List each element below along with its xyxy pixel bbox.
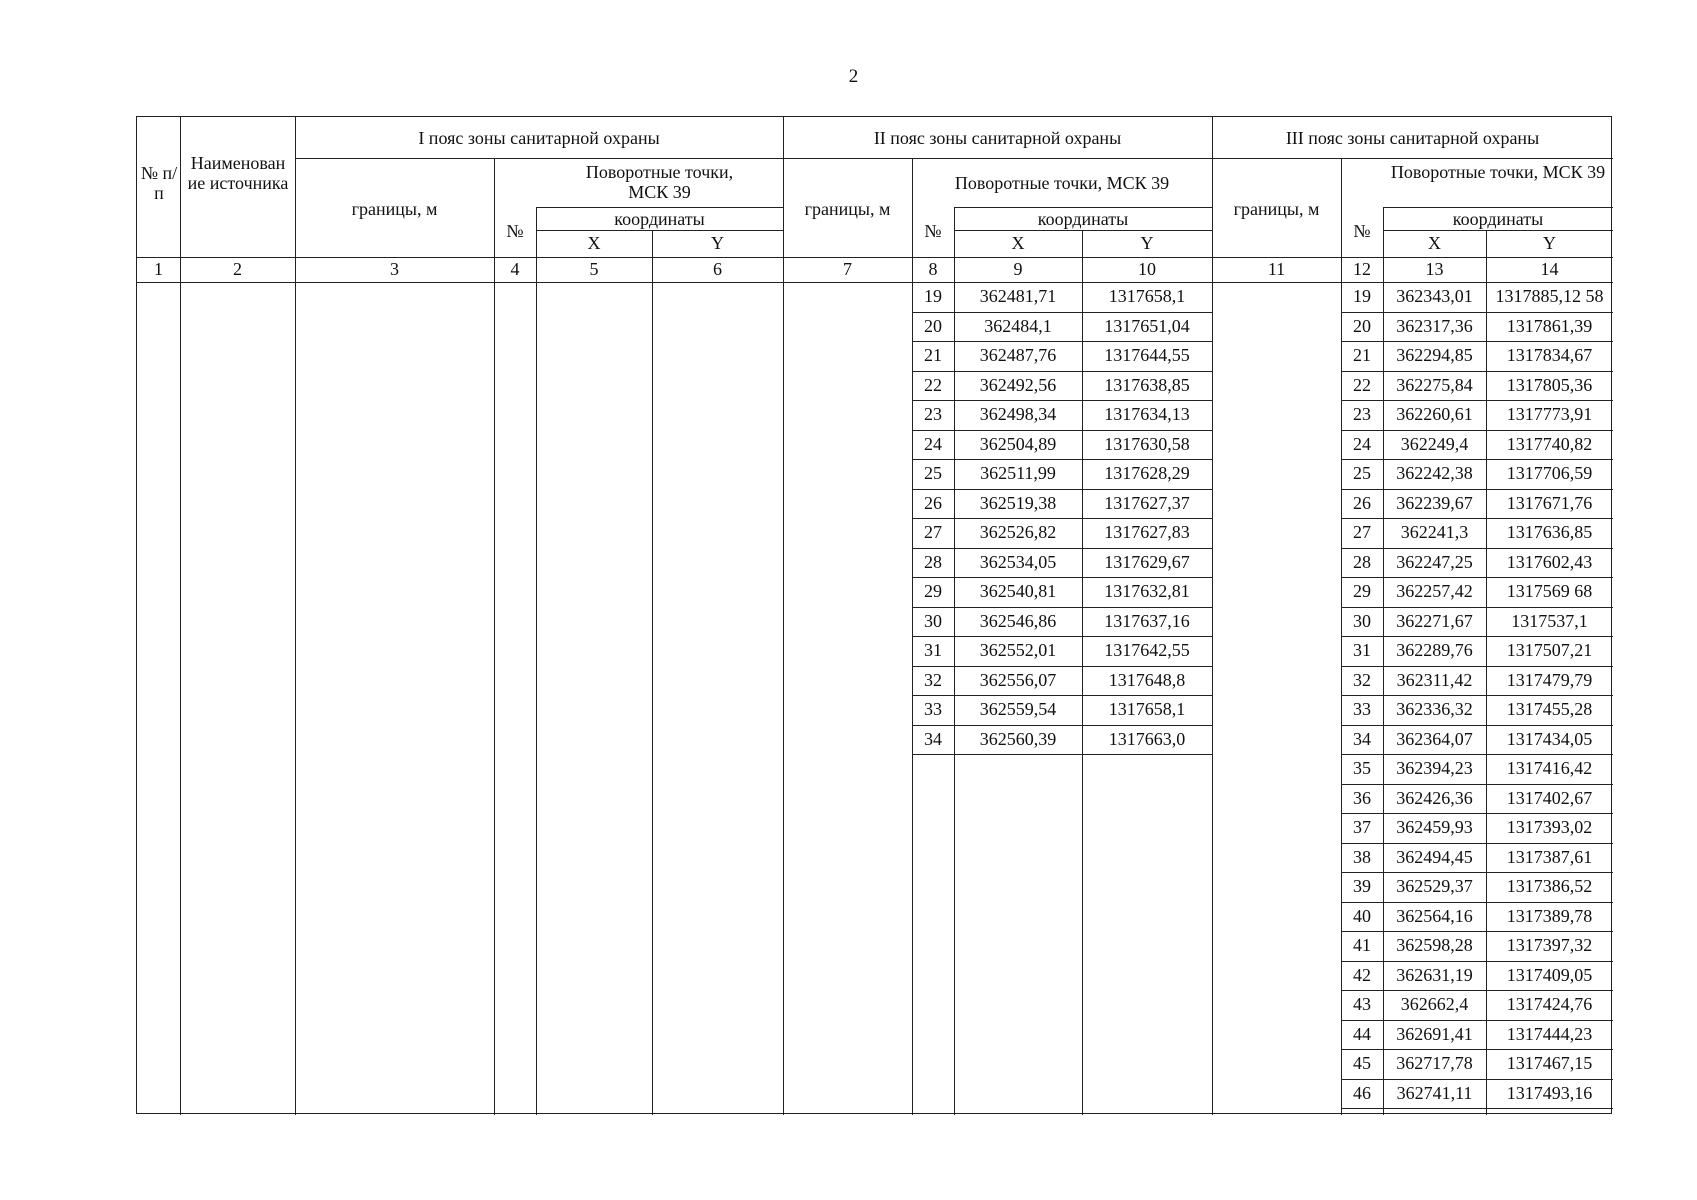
point-y: 1317651,04 [1104,315,1190,336]
column-number: 7 [843,259,852,279]
point-number: 42 [1353,964,1371,985]
header-zone1-turning-points: Поворотные точки, МСК 39 [585,162,734,202]
point-number: 43 [1353,994,1371,1014]
grid-line [652,230,653,1115]
point-x: 362260,61 [1396,404,1473,424]
point-number: 29 [924,581,942,601]
grid-line [1383,207,1613,208]
point-y: 1317409,05 [1506,964,1593,985]
point-y: 1317467,15 [1506,1053,1593,1073]
point-x: 362484,1 [984,315,1052,336]
column-number: 10 [1138,259,1156,279]
header-zone1-x: X [587,233,601,253]
point-y: 1317434,05 [1506,728,1593,749]
header-zone2-x: X [1011,233,1025,253]
point-x: 362498,34 [979,404,1057,424]
point-y: 1317885,12 58 [1495,286,1604,306]
point-y: 1317671,76 [1506,492,1593,513]
header-zone2-boundaries: границы, м [804,199,891,219]
point-y: 1317637,16 [1104,610,1190,631]
point-number: 30 [1353,610,1371,631]
grid-line [536,230,783,231]
point-number: 23 [924,404,942,424]
header-zone3-boundaries: границы, м [1233,199,1320,219]
column-number: 12 [1353,259,1371,279]
point-x: 362552,01 [979,640,1057,660]
point-x: 362289,76 [1396,640,1473,660]
point-number: 27 [924,522,942,542]
point-number: 34 [924,728,942,749]
point-x: 362317,36 [1396,315,1473,336]
column-number: 5 [589,259,599,279]
column-number: 13 [1425,259,1444,279]
row-line [912,754,1212,755]
point-y: 1317627,83 [1104,522,1190,542]
point-y: 1317424,76 [1506,994,1593,1014]
header-zone3: III пояс зоны санитарной охраны [1285,128,1540,148]
point-y: 1317402,67 [1506,787,1593,808]
point-x: 362519,38 [979,492,1057,513]
point-x: 362556,07 [979,669,1057,690]
header-zone1-coordinates: координаты [614,209,705,229]
point-y: 1317630,58 [1104,433,1190,454]
header-zone3-num: № [1353,221,1371,241]
point-y: 1317706,59 [1506,463,1593,483]
column-number: 3 [390,259,399,279]
point-number: 19 [1353,286,1371,306]
point-number: 39 [1353,876,1371,896]
point-number: 32 [1353,669,1371,690]
point-y: 1317629,67 [1104,551,1190,572]
header-zone1-y: Y [711,233,724,253]
grid-line [954,230,1212,231]
point-y: 1317455,28 [1506,699,1593,719]
column-number: 1 [154,259,163,279]
point-x: 362249,4 [1400,433,1469,454]
header-zone1-boundaries: границы, м [351,199,438,219]
point-number: 21 [1353,345,1371,365]
header-zone2-coordinates: координаты [1037,209,1129,229]
grid-line [536,207,783,208]
point-y: 1317658,1 [1108,699,1186,719]
point-x: 362459,93 [1396,817,1473,837]
point-number: 33 [924,699,942,719]
point-y: 1317493,16 [1506,1082,1593,1103]
point-x: 362741,11 [1396,1082,1473,1103]
point-number: 19 [924,286,942,306]
point-x: 362294,85 [1396,345,1473,365]
point-x: 362426,36 [1396,787,1473,808]
point-x: 362247,25 [1396,551,1473,572]
point-number: 33 [1353,699,1371,719]
column-number: 8 [928,259,938,279]
point-y: 1317627,37 [1104,492,1190,513]
point-x: 362241,3 [1400,522,1469,542]
point-x: 362540,81 [979,581,1057,601]
point-number: 26 [1353,492,1371,513]
point-number: 24 [924,433,942,454]
point-x: 362564,16 [1396,905,1473,926]
point-x: 362526,82 [979,522,1057,542]
point-y: 1317537,1 [1511,610,1588,631]
header-zone3-x: X [1428,233,1441,253]
point-number: 36 [1353,787,1371,808]
point-number: 37 [1353,817,1371,837]
point-y: 1317389,78 [1506,905,1593,926]
point-x: 362504,89 [979,433,1057,454]
point-x: 362311,42 [1396,669,1473,690]
point-number: 20 [1353,315,1371,336]
header-num-pp: № п/п [140,163,178,203]
point-y: 1317602,43 [1506,551,1593,572]
point-y: 1317861,39 [1506,315,1593,336]
point-y: 1317386,52 [1506,876,1593,896]
point-number: 28 [924,551,942,572]
point-x: 362275,84 [1396,374,1473,395]
header-zone3-turning-points: Поворотные точки, МСК 39 [1390,162,1606,182]
point-x: 362560,39 [979,728,1057,749]
header-zone1: I пояс зоны санитарной охраны [418,128,660,148]
point-x: 362691,41 [1396,1023,1473,1044]
point-number: 31 [924,640,942,660]
point-x: 362336,32 [1396,699,1473,719]
point-y: 1317479,79 [1506,669,1593,690]
header-zone3-y: Y [1543,233,1556,253]
point-number: 35 [1353,758,1371,778]
point-x: 362239,67 [1396,492,1473,513]
point-y: 1317805,36 [1506,374,1593,395]
grid-line [536,207,537,1115]
point-y: 1317387,61 [1506,846,1593,867]
point-number: 25 [1353,463,1371,483]
point-x: 362598,28 [1396,935,1473,955]
point-y: 1317393,02 [1506,817,1593,837]
point-y: 1317773,91 [1506,404,1593,424]
point-number: 46 [1353,1082,1371,1103]
point-y: 1317658,1 [1108,286,1186,306]
point-number: 41 [1353,935,1371,955]
point-number: 34 [1353,728,1371,749]
header-source-name: Наименован ие источника [187,153,289,193]
grid-line [954,207,1212,208]
column-number: 4 [510,259,520,279]
header-zone2-num: № [924,221,942,241]
point-y: 1317397,32 [1506,935,1593,955]
point-x: 362343,01 [1396,286,1473,306]
point-x: 362494,45 [1396,846,1473,867]
point-number: 29 [1353,581,1371,601]
header-zone2-y: Y [1140,233,1154,253]
point-y: 1317644,55 [1104,345,1190,365]
point-y: 1317740,82 [1506,433,1593,454]
header-zone2-turning-points: Поворотные точки, МСК 39 [954,173,1170,193]
point-x: 362662,4 [1400,994,1469,1014]
point-number: 30 [924,610,942,631]
point-number: 38 [1353,846,1371,867]
column-number: 6 [713,259,722,279]
point-y: 1317444,23 [1506,1023,1593,1044]
point-y: 1317636,85 [1506,522,1593,542]
point-x: 362511,99 [980,463,1056,483]
point-x: 362271,67 [1396,610,1473,631]
point-y: 1317416,42 [1506,758,1593,778]
point-x: 362559,54 [979,699,1057,719]
point-number: 28 [1353,551,1371,572]
point-number: 44 [1353,1023,1371,1044]
point-number: 26 [924,492,942,513]
point-y: 1317648,8 [1108,669,1186,690]
sanitary-zone-table [136,116,1612,1114]
header-zone3-coordinates: координаты [1452,209,1544,229]
point-number: 32 [924,669,942,690]
point-number: 22 [924,374,942,395]
point-y: 1317507,21 [1506,640,1593,660]
grid-line [494,158,495,1115]
point-x: 362717,78 [1396,1053,1473,1073]
point-x: 362534,05 [979,551,1057,572]
grid-line [137,257,1613,258]
point-x: 362529,37 [1396,876,1473,896]
point-x: 362242,38 [1396,463,1473,483]
point-x: 362257,42 [1396,581,1473,601]
point-number: 27 [1353,522,1371,542]
point-number: 31 [1353,640,1371,660]
point-y: 1317569 68 [1506,581,1593,601]
point-number: 21 [924,345,942,365]
grid-line [295,158,1613,159]
header-zone2: II пояс зоны санитарной охраны [873,128,1122,148]
point-number: 20 [924,315,942,336]
row-line [1341,1108,1613,1109]
point-x: 362487,76 [979,345,1057,365]
point-y: 1317628,29 [1104,463,1190,483]
point-number: 45 [1353,1053,1371,1073]
header-zone1-num: № [506,221,524,241]
page-number: 2 [848,66,859,87]
point-x: 362481,71 [979,286,1057,306]
point-y: 1317663,0 [1108,728,1186,749]
point-x: 362364,07 [1396,728,1473,749]
point-y: 1317638,85 [1104,374,1190,395]
point-number: 40 [1353,905,1371,926]
column-number: 11 [1267,259,1286,279]
point-x: 362631,19 [1396,964,1473,985]
point-y: 1317834,67 [1506,345,1593,365]
point-number: 22 [1353,374,1371,395]
point-y: 1317642,55 [1104,640,1190,660]
point-y: 1317634,13 [1104,404,1190,424]
point-x: 362394,23 [1396,758,1473,778]
point-x: 362546,86 [979,610,1057,631]
point-y: 1317632,81 [1104,581,1190,601]
column-number: 2 [233,259,242,279]
column-number: 9 [1013,259,1023,279]
grid-line [1383,230,1613,231]
point-number: 24 [1353,433,1371,454]
point-number: 25 [924,463,942,483]
point-x: 362492,56 [979,374,1057,395]
column-number: 14 [1540,259,1559,279]
point-number: 23 [1353,404,1371,424]
